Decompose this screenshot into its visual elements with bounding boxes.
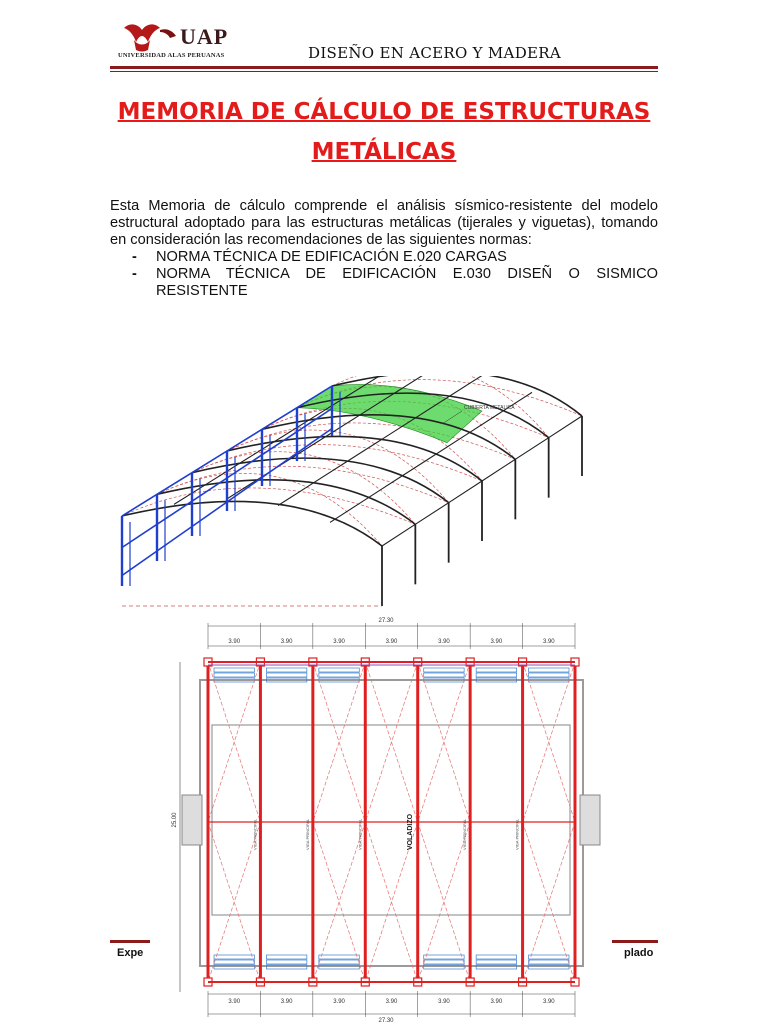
logo-subtitle: UNIVERSIDAD ALAS PERUANAS	[118, 52, 225, 59]
dim-bay-bottom: 3.90	[438, 999, 450, 1005]
seating-row	[319, 668, 359, 672]
dim-bay-top: 3.90	[228, 639, 241, 645]
arch-truss	[157, 480, 415, 525]
seating-row	[529, 668, 569, 672]
dim-bay-top: 3.90	[438, 639, 450, 645]
arch-truss	[122, 501, 382, 546]
header-rule	[110, 66, 658, 69]
seating-row	[529, 955, 569, 959]
seating-row	[214, 668, 254, 672]
seating-row	[319, 960, 359, 964]
seating-row	[529, 960, 569, 964]
dim-overall-top: 27.30	[378, 618, 394, 624]
dim-bay-bottom: 3.90	[333, 999, 345, 1005]
floor-plan-figure	[160, 610, 610, 1024]
seating-row	[266, 673, 306, 677]
seating-row	[266, 955, 306, 959]
brace-line	[192, 452, 415, 525]
seating-row	[424, 955, 464, 959]
course-title: DISEÑO EN ACERO Y MADERA	[308, 44, 561, 62]
footer-rule	[612, 940, 658, 943]
floor-plan-drawing	[180, 623, 600, 1017]
brace-line	[227, 430, 449, 503]
seating-row	[319, 955, 359, 959]
seating-row	[214, 955, 254, 959]
footer-rule	[110, 940, 150, 943]
dim-bay-top: 3.90	[280, 639, 293, 645]
footer-right-text: plado	[624, 947, 654, 959]
brace-line	[157, 466, 449, 502]
plan-outline	[200, 680, 583, 966]
dim-overall-bottom: 27.30	[378, 1018, 394, 1024]
dim-bay-top: 3.90	[542, 639, 555, 645]
seating-row	[319, 673, 359, 677]
seating-row	[266, 960, 306, 964]
footer-left-text: Expe	[117, 947, 144, 959]
beam-label: VIGA PRINCIPAL	[304, 818, 310, 850]
entrance-right	[580, 795, 600, 845]
dim-bay-top: 3.90	[385, 639, 398, 645]
seating-row	[424, 673, 464, 677]
document-title: MEMORIA DE CÁLCULO DE ESTRUCTURAS METÁLICAS	[117, 99, 651, 165]
entrance-left	[182, 795, 202, 845]
arch-truss	[192, 458, 449, 503]
figure-annotation: CUBIERTA METALICA	[464, 405, 515, 411]
dim-bay-top: 3.90	[490, 639, 503, 645]
dim-bay-bottom: 3.90	[385, 999, 398, 1005]
seating-row	[424, 668, 464, 672]
dim-width: 25.00	[172, 812, 178, 828]
center-label: VOLADIZO	[407, 813, 414, 851]
logo-text: UAP	[180, 24, 229, 49]
norm-text: NORMA TÉCNICA DE EDIFICACIÓN E.020 CARGAS	[156, 249, 507, 265]
seating-row	[214, 960, 254, 964]
wall-girt	[122, 409, 332, 548]
bullet-dash: -	[132, 249, 137, 265]
norm-item	[110, 266, 658, 300]
beam-label: VIGA PRINCIPAL	[252, 818, 258, 850]
seating-row	[476, 960, 516, 964]
seating-row	[529, 673, 569, 677]
seating-row	[424, 960, 464, 964]
seating-row	[266, 668, 306, 672]
norm-text: NORMA TÉCNICA DE EDIFICACIÓN E.030 DISEÑ O SISMICO RESISTENTE	[156, 266, 658, 299]
header-rule-thin	[110, 71, 658, 72]
dim-bay-top: 3.90	[333, 639, 345, 645]
intro-paragraph: Esta Memoria de cálculo comprende el análisis sísmico-resistente del modelo estructural adoptado para las estructuras metálicas (tijerales y viguetas), tomando en consideración las recomendaciones de las siguientes normas:	[110, 198, 658, 248]
norm-item	[110, 249, 658, 266]
dim-bay-bottom: 3.90	[228, 999, 241, 1005]
dim-bay-bottom: 3.90	[490, 999, 503, 1005]
dim-bay-bottom: 3.90	[542, 999, 555, 1005]
beam-label: VIGA PRINCIPAL	[357, 818, 363, 850]
norms-list	[110, 249, 658, 300]
beam-label: VIGA PRINCIPAL	[514, 818, 520, 850]
seating-row	[214, 673, 254, 677]
beam-label: VIGA PRINCIPAL	[462, 818, 468, 850]
seating-row	[476, 668, 516, 672]
bullet-dash: -	[132, 266, 137, 282]
dim-bay-bottom: 3.90	[280, 999, 293, 1005]
structure-3d-figure	[112, 376, 588, 608]
seating-row	[476, 673, 516, 677]
seating-row	[476, 955, 516, 959]
